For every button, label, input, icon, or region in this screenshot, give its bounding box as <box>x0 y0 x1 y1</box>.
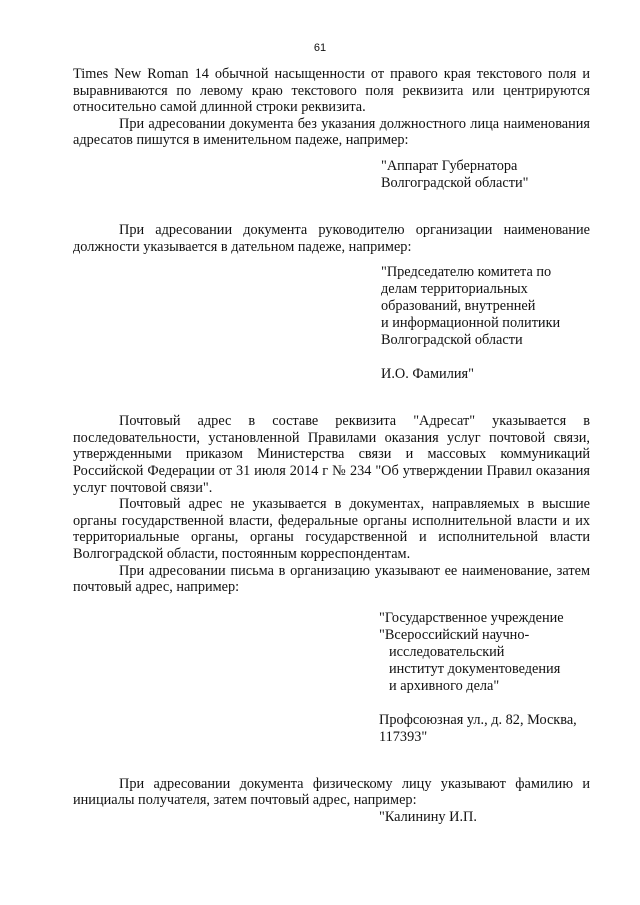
example-line: "Аппарат Губернатора <box>381 157 518 174</box>
example-addressee-3 <box>73 610 590 746</box>
example-line: Волгоградской области <box>381 332 523 349</box>
example-line: "Председателю комитета по <box>381 264 552 281</box>
example-line: Волгоградской области" <box>381 174 529 191</box>
paragraph-font-requirements: Times New Roman 14 обычной насыщенности от правого края текстового поля и выравниваются по левому краю текстового поля реквизита или центрируются относительно самой длинной строки реквизита. <box>73 66 590 116</box>
example-address-line: 117393" <box>379 728 428 745</box>
page-content <box>73 66 590 826</box>
paragraph-dative-case: При адресовании документа руководителю организации наименование должности указывается в дательном падеже, например: <box>73 221 590 255</box>
example-line: "Государственное учреждение <box>379 609 564 626</box>
example-line: исследовательский <box>389 643 505 660</box>
paragraph-individual-addressee: При адресовании документа физическому лицу указывают фамилию и инициалы получателя, затем почтовый адрес, например: <box>73 775 590 809</box>
example-line: делам территориальных <box>381 281 528 298</box>
example-addressee-1 <box>73 158 590 192</box>
page-number: 61 <box>313 42 327 54</box>
example-addressee-2 <box>73 264 590 383</box>
example-signature: И.О. Фамилия" <box>381 366 474 383</box>
example-addressee-4: "Калинину И.П. <box>379 808 477 825</box>
paragraph-postal-address: Почтовый адрес в составе реквизита "Адресат" указывается в последовательности, установленной Правилами оказания услуг почтовой связи, утвержденными приказом Министерства связи и массовых коммуникаций Российской Федерации от 31 июля 2014 г № 234 "Об утверждении Правил оказания услуг почтовой связи". <box>73 413 590 496</box>
example-line: "Всероссийский научно- <box>379 626 530 643</box>
paragraph-address-omitted: Почтовый адрес не указывается в документах, направляемых в высшие органы государственной власти, федеральные органы исполнительной власти и их территориальные органы, органы государственной и исполнительной власти Волгоградской области, постоянным корреспондентам. <box>73 496 590 562</box>
example-address-line: Профсоюзная ул., д. 82, Москва, <box>379 711 577 728</box>
example-line: и информационной политики <box>381 315 561 332</box>
paragraph-nominative-case: При адресовании документа без указания должностного лица наименования адресатов пишутся в именительном падеже, например: <box>73 115 590 149</box>
example-line: и архивного дела" <box>389 677 500 694</box>
paragraph-organization-letter: При адресовании письма в организацию указывают ее наименование, затем почтовый адрес, например: <box>73 562 590 596</box>
example-line: образований, внутренней <box>381 298 536 315</box>
example-line: институт документоведения <box>389 660 561 677</box>
